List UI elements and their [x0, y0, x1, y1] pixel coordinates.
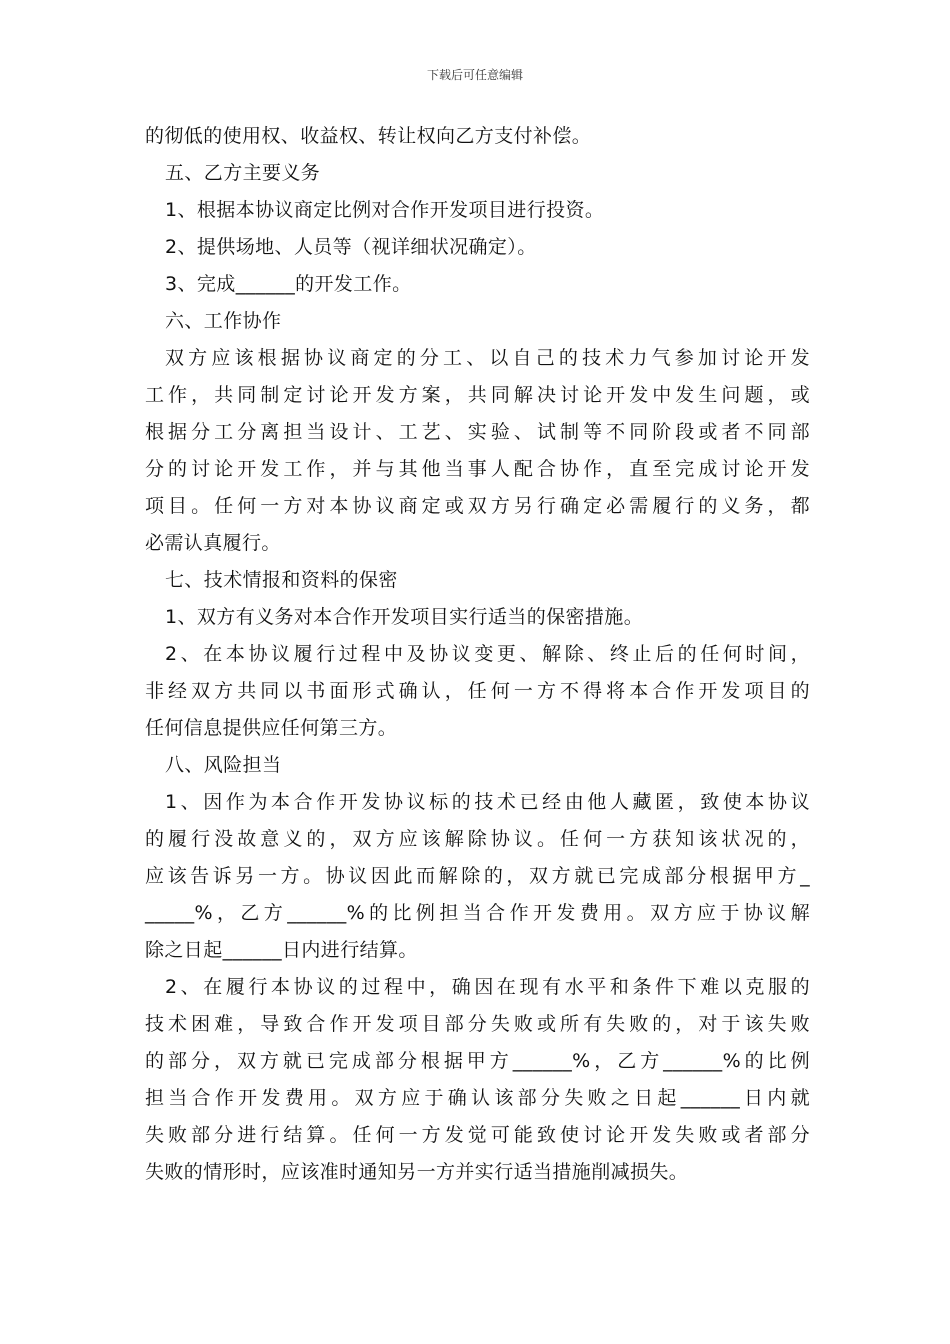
text-line: 1、因作为本合作开发协议标的技术已经由他人藏匿，致使本协议	[165, 791, 810, 813]
text-line: 非经双方共同以书面形式确认，任何一方不得将本合作开发项目的	[145, 680, 810, 702]
text-line: 2、在履行本协议的过程中，确因在现有水平和条件下难以克服的	[165, 976, 810, 998]
text-line: 工作，共同制定讨论开发方案，共同解决讨论开发中发生问题，或	[145, 384, 810, 406]
text-line: _____%，乙方______%的比例担当合作开发费用。双方应于协议解	[145, 902, 810, 924]
text-line: 必需认真履行。	[145, 532, 281, 554]
text-line: 应该告诉另一方。协议因此而解除的，双方就已完成部分根据甲方_	[145, 865, 810, 887]
text-line: 技术困难，导致合作开发项目部分失败或所有失败的，对于该失败	[145, 1013, 810, 1035]
text-line: 双方应该根据协议商定的分工、以自己的技术力气参加讨论开发	[165, 347, 810, 369]
text-line: 的部分，双方就已完成部分根据甲方______%，乙方______%的比例	[145, 1050, 810, 1072]
text-line: 除之日起______日内进行结算。	[145, 939, 418, 961]
page-header: 下载后可任意编辑	[426, 68, 523, 82]
text-line: 2、提供场地、人员等（视详细状况确定）。	[165, 236, 537, 258]
text-line: 的彻低的使用权、收益权、转让权向乙方支付补偿。	[145, 125, 592, 147]
text-line: 分的讨论开发工作，并与其他当事人配合协作，直至完成讨论开发	[145, 458, 810, 480]
text-line: 任何信息提供应任何第三方。	[145, 717, 398, 739]
text-line: 项目。任何一方对本协议商定或双方另行确定必需履行的义务，都	[145, 495, 810, 517]
document-body	[145, 118, 810, 1191]
text-line: 1、根据本协议商定比例对合作开发项目进行投资。	[165, 199, 605, 221]
text-line: 担当合作开发费用。双方应于确认该部分失败之日起______日内就	[145, 1087, 810, 1109]
text-line: 五、乙方主要义务	[165, 162, 321, 184]
text-line: 根据分工分离担当设计、工艺、实验、试制等不同阶段或者不同部	[145, 421, 810, 443]
text-line: 七、技术情报和资料的保密	[165, 569, 398, 591]
text-line: 的履行没故意义的，双方应该解除协议。任何一方获知该状况的，	[145, 828, 810, 850]
text-line: 八、风险担当	[165, 754, 282, 776]
text-line: 2、在本协议履行过程中及协议变更、解除、终止后的任何时间，	[165, 643, 810, 665]
text-line: 失败部分进行结算。任何一方发觉可能致使讨论开发失败或者部分	[145, 1124, 810, 1146]
text-line: 失败的情形时，应该准时通知另一方并实行适当措施削减损失。	[145, 1161, 689, 1183]
text-line: 1、双方有义务对本合作开发项目实行适当的保密措施。	[165, 606, 644, 628]
text-line: 六、工作协作	[165, 310, 282, 332]
text-line: 3、完成______的开发工作。	[165, 273, 412, 295]
